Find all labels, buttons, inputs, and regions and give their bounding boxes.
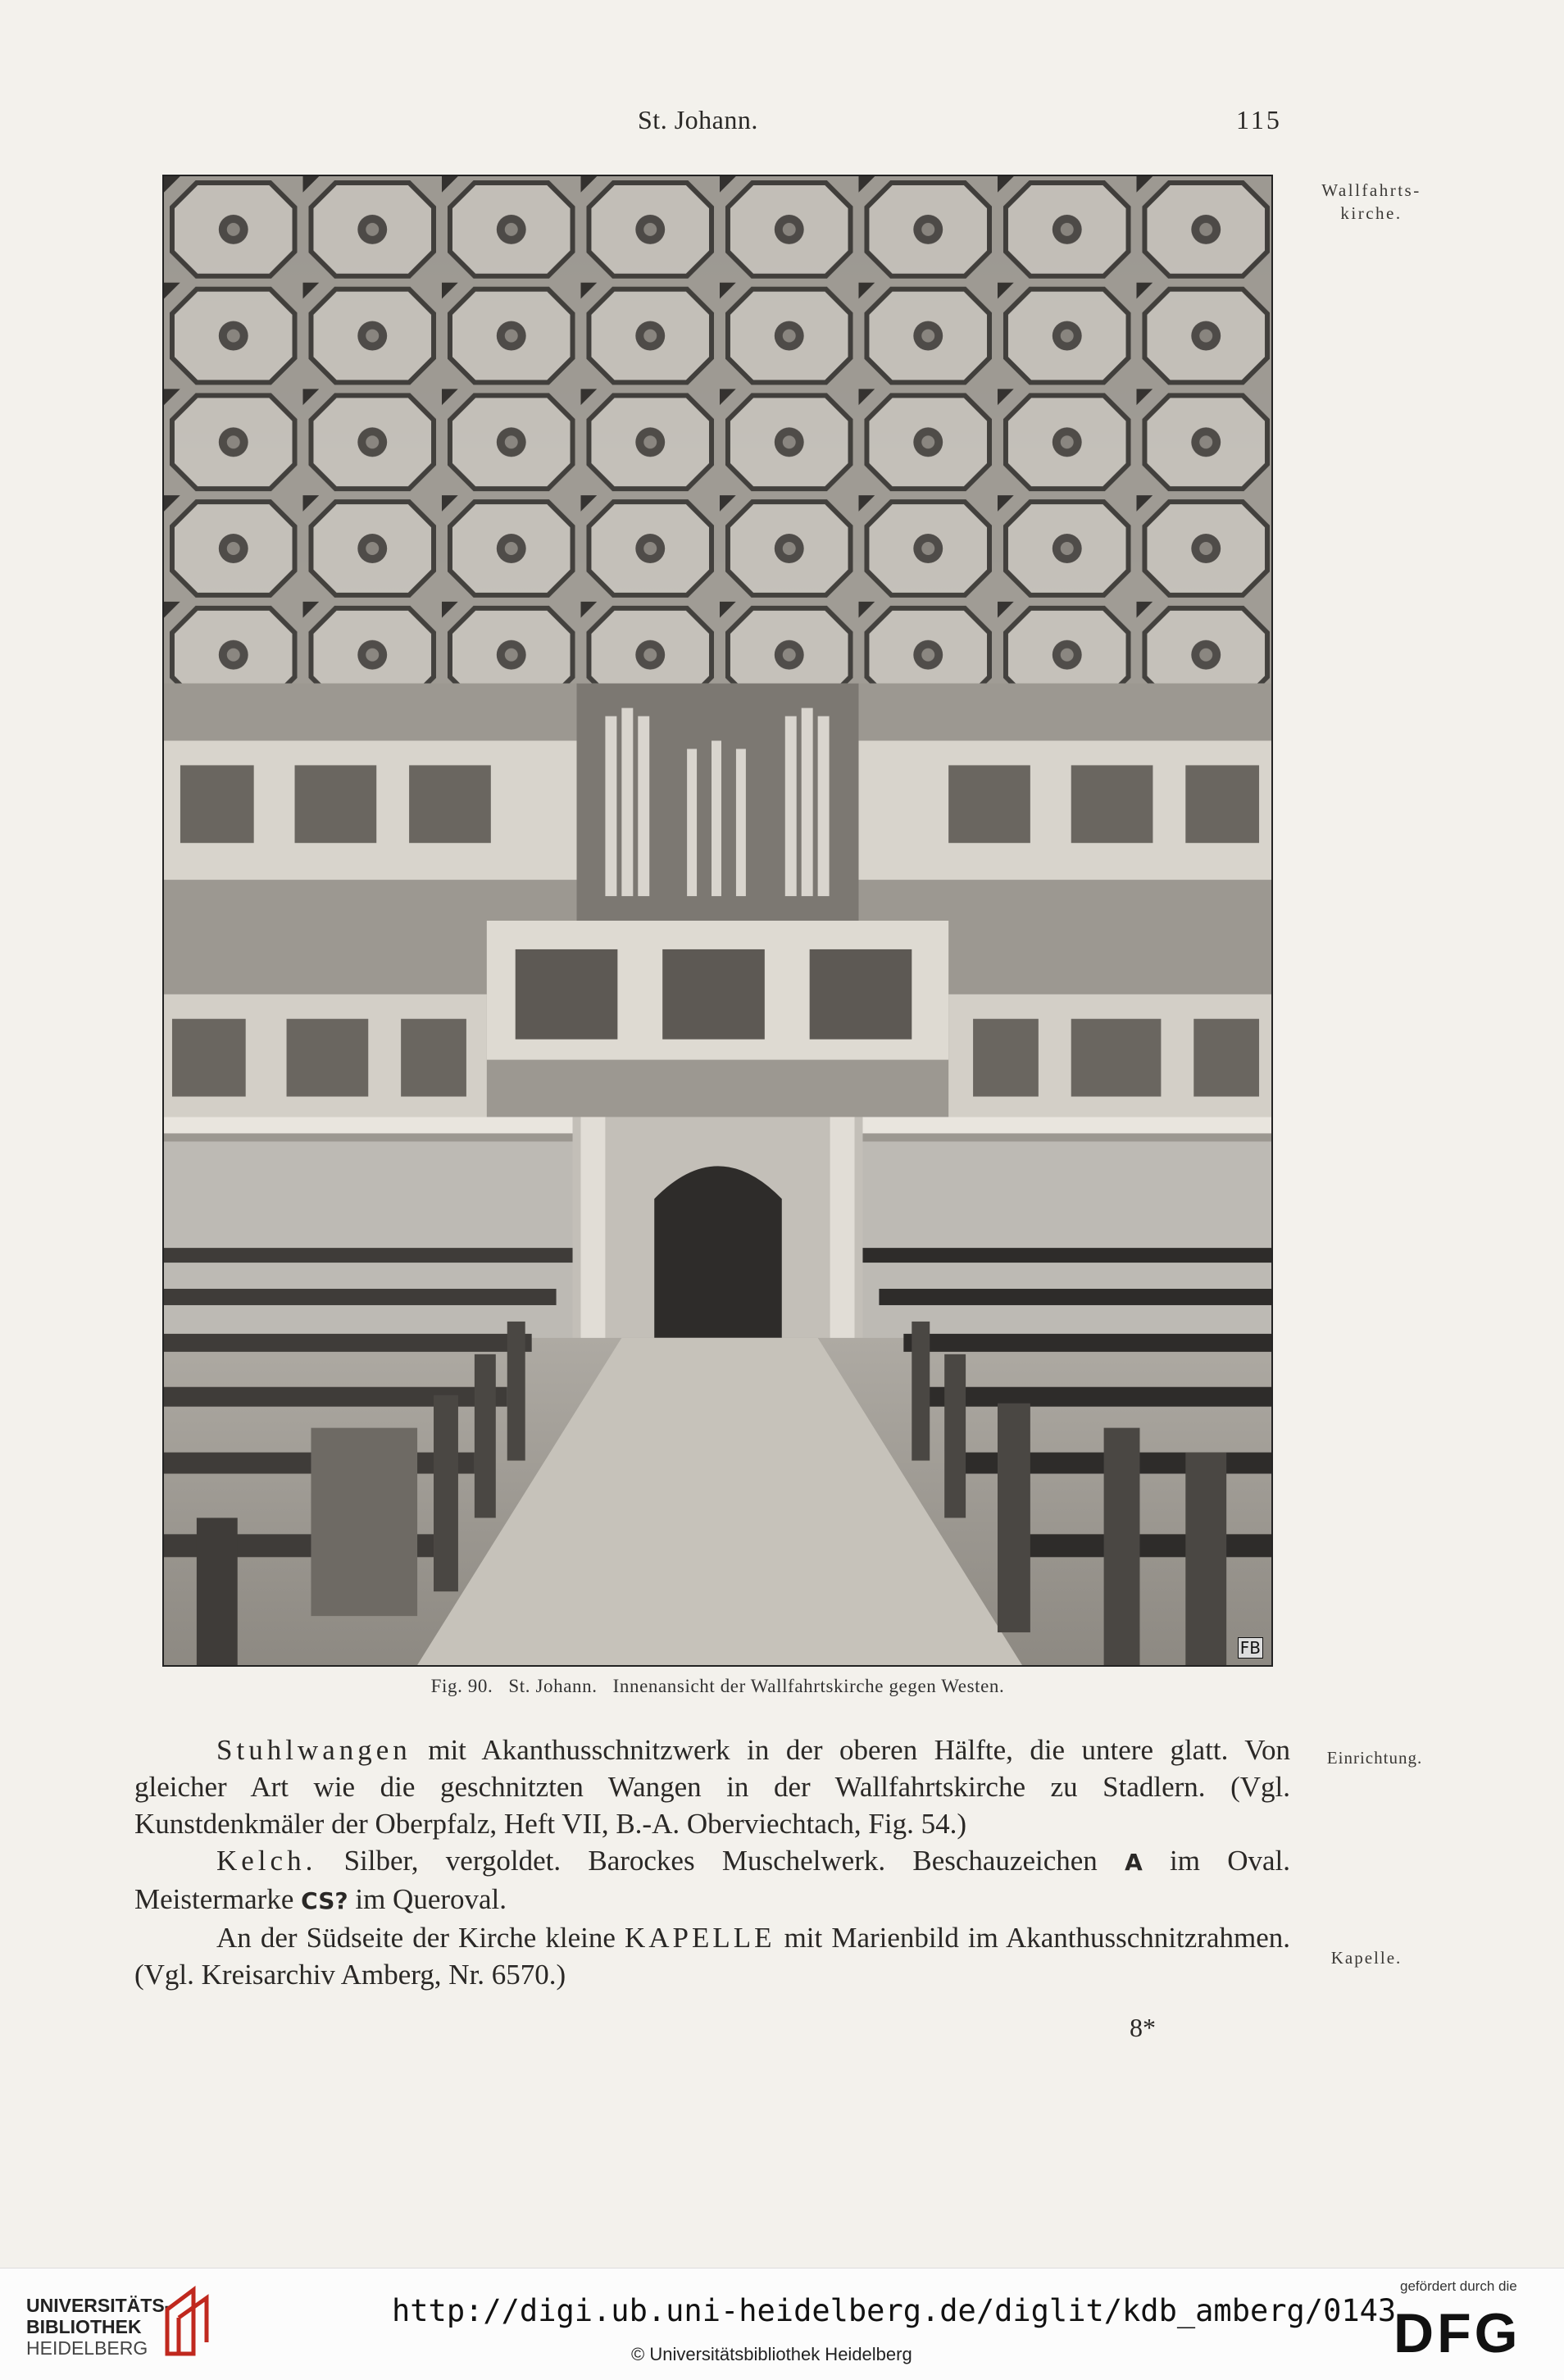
page-number: 115 (1236, 105, 1282, 134)
makers-mark: CS? (301, 1887, 348, 1914)
church-interior-image (164, 176, 1271, 1665)
marginal-note-plate (1293, 179, 1449, 225)
library-logo-icon (161, 2285, 218, 2359)
marginal-note-text: Wallfahrts- kirche. (1321, 180, 1421, 223)
term-stuhlwangen: Stuhlwangen (216, 1734, 411, 1766)
term-kelch: Kelch. (216, 1845, 317, 1877)
term-kapelle: KAPELLE (624, 1922, 775, 1954)
paragraph-text: im Queroval. (348, 1883, 507, 1915)
library-line: UNIVERSITÄTS- (26, 2295, 171, 2316)
marginal-note-chapel: Kapelle. (1330, 1948, 1403, 1968)
paragraph-text: mit Marienbild im Akanthusschnitzrahmen. (Vgl. Kreisarchiv Amberg, Nr. 6570.) (134, 1922, 1290, 1991)
paragraph-text: im Oval. Meistermarke (134, 1845, 1290, 1915)
engraver-signature: FB (1238, 1637, 1263, 1659)
body-text (134, 1732, 1290, 1993)
paragraph-text: mit Akanthusschnitzwerk in der oberen Hälfte, die untere glatt. Von gleicher Art wie die geschnitzten Wangen in der Wallfahrtskirche zu Stadlern. (Vgl. Kunstdenkmäler der Oberpfalz, Heft VII, B.-A. Oberviechtach, Fig. 54.) (134, 1734, 1290, 1840)
figure-photo (162, 175, 1273, 1667)
paragraph-text: An der Südseite der Kirche kleine (216, 1922, 625, 1954)
hallmark-a: A (1125, 1849, 1143, 1876)
permalink-url[interactable]: http://digi.ub.uni-heidelberg.de/diglit/kdb_amberg/0143 (392, 2293, 1397, 2328)
paragraph-pew-ends (134, 1732, 1290, 1842)
library-line: HEIDELBERG (26, 2337, 148, 2359)
library-line: BIBLIOTHEK (26, 2316, 142, 2337)
figure-caption: Fig. 90. St. Johann. Innenansicht der Wallfahrtskirche gegen Westen. (430, 1676, 1005, 1696)
printer-signature-mark: 8* (1130, 2013, 1156, 2042)
marginal-note-furnishing: Einrichtung. (1326, 1748, 1423, 1768)
paragraph-chalice (134, 1842, 1290, 1919)
digitization-footer (0, 2268, 1564, 2380)
copyright-notice: © Universitätsbibliothek Heidelberg (631, 2344, 912, 2364)
paragraph-chapel (134, 1919, 1290, 1993)
funder-label: gefördert durch die (1400, 2278, 1517, 2294)
library-name (26, 2295, 170, 2359)
dfg-logo: DFG (1394, 2302, 1521, 2364)
running-title: St. Johann. (638, 105, 758, 134)
paragraph-text: Silber, vergoldet. Barockes Muschelwerk. Beschauzeichen (316, 1845, 1125, 1877)
